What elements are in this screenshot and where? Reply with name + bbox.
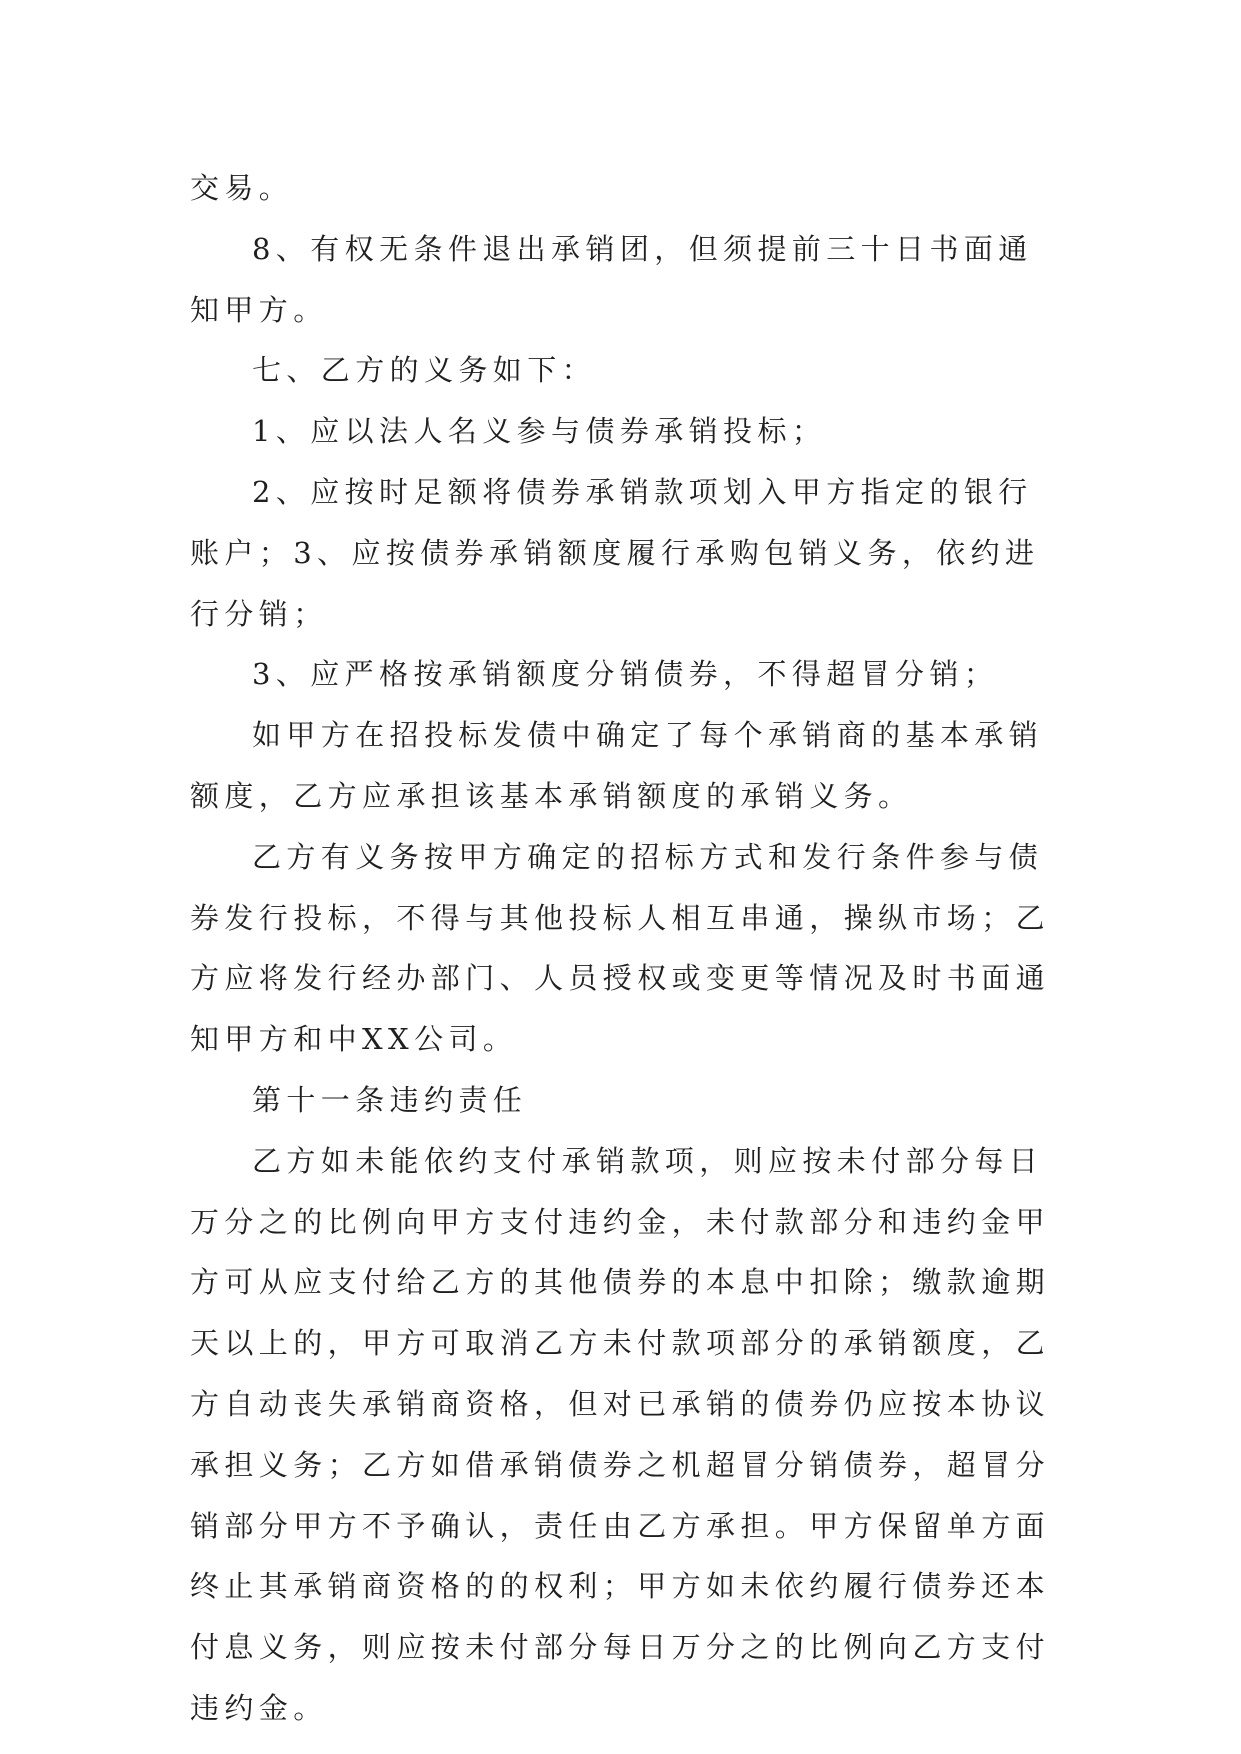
list-item: 3、应严格按承销额度分销债券，不得超冒分销； [252, 657, 999, 692]
paragraph: 交易。 [190, 171, 294, 205]
section-heading: 七、乙方的义务如下： [252, 353, 597, 388]
paragraph: 乙方有义务按甲方确定的招标方式和发行条件参与债券发行投标，不得与其他投标人相互串通，操纵市场；乙方应将发行经办部门、人员授权或变更等情况及时书面通知甲方和中XX公司。 [190, 839, 1051, 1057]
paragraph: 8、有权无条件退出承销团，但须提前三十日书面通知甲方。 [190, 231, 1033, 327]
list-item: 2、应按时足额将债券承销款项划入甲方指定的银行账户；3、应按债券承销额度履行承购包销义务，依约进行分销； [190, 474, 1040, 631]
list-item: 1、应以法人名义参与债券承销投标； [252, 414, 827, 449]
paragraph: 乙方如未能依约支付承销款项，则应按未付部分每日万分之的比例向甲方支付违约金，未付款部分和违约金甲方可从应支付给乙方的其他债券的本息中扣除；缴款逾期天以上的，甲方可取消乙方未付款项部分的承销额度，乙方自动丧失承销商资格，但对已承销的债券仍应按本协议承担义务；乙方如借承销债券之机超冒分销债券，超冒分销部分甲方不予确认，责任由乙方承担。甲方保留单方面终止其承销商资格的的权利；甲方如未依约履行债券还本付息义务，则应按未付部分每日万分之的比例向乙方支付违约金。 [190, 1143, 1051, 1725]
document-body [190, 158, 1050, 1739]
article-heading: 第十一条违约责任 [252, 1082, 528, 1117]
paragraph: 如甲方在招投标发债中确定了每个承销商的基本承销额度，乙方应承担该基本承销额度的承销义务。 [190, 718, 1044, 813]
